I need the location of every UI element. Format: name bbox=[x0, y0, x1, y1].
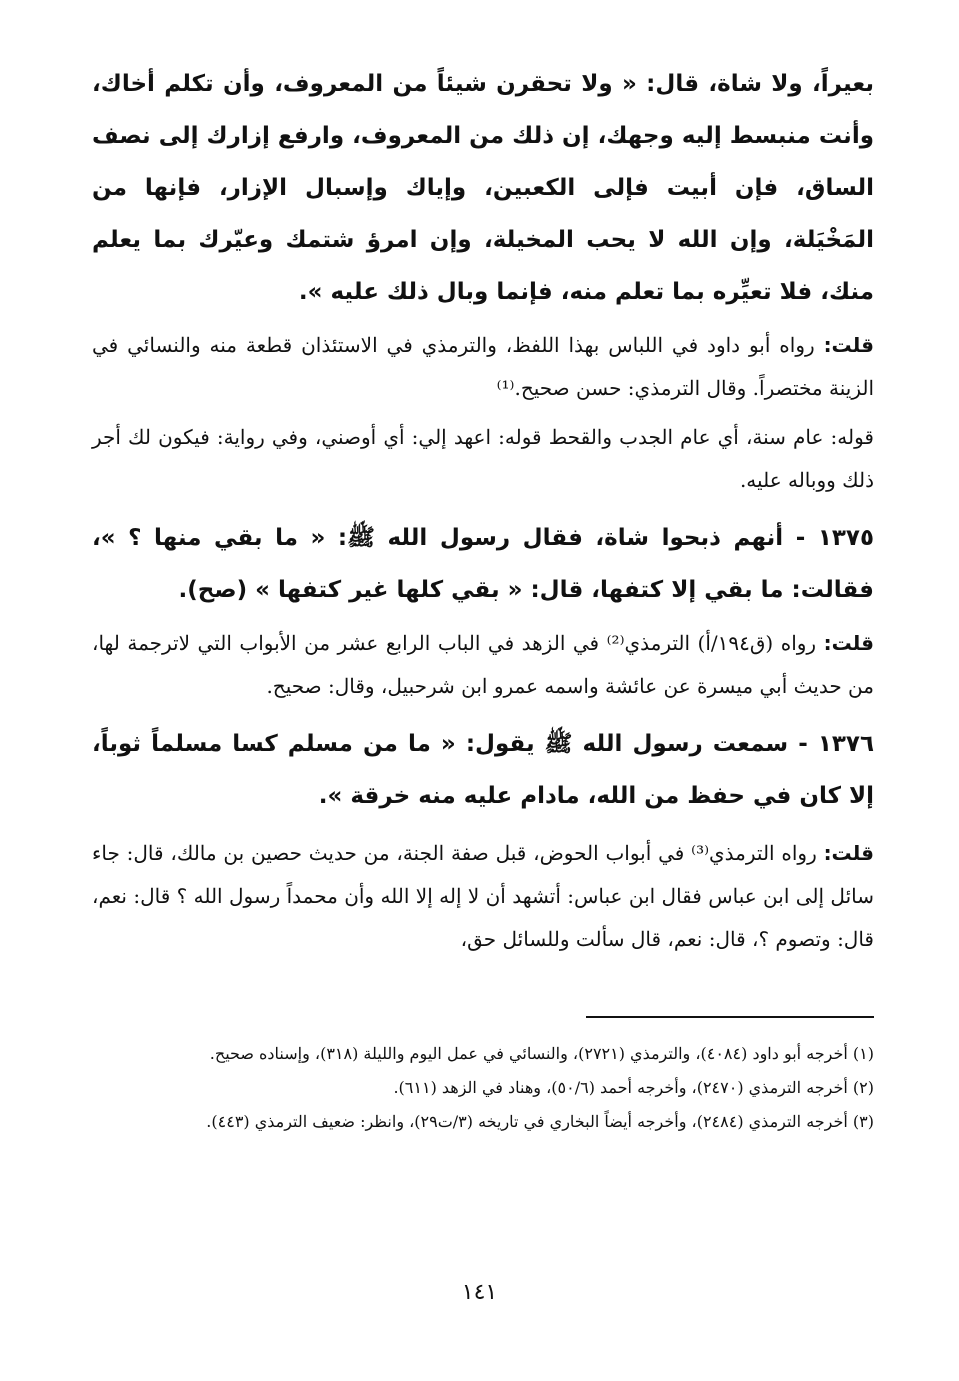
paragraph-text: قوله: عام سنة، أي عام الجدب والقحط قوله: اعهد إلي: أي أوصني، وفي رواية: فيكون لك أجر ذلك ووباله عليه. bbox=[92, 425, 874, 492]
footnotes bbox=[108, 1040, 874, 1142]
commentary-label: قلت: bbox=[823, 841, 874, 865]
footnote-2: (٢) أخرجه الترمذي (٢٤٧٠)، وأخرجه أحمد (٥٠/٦)، وهناد في الزهد (٦١١). bbox=[393, 1078, 874, 1097]
footnote-1: (١) أخرجه أبو داود (٤٠٨٤)، والترمذي (٢٧٢١)، والنسائي في عمل اليوم والليلة (٣١٨)، وإسناده صحيح. bbox=[209, 1044, 874, 1063]
commentary-paragraph bbox=[92, 832, 874, 961]
page-number: ١٤١ bbox=[461, 1280, 498, 1305]
paragraph-text: رواه الترمذي⁽³⁾ في أبواب الحوض، قبل صفة الجنة، من حديث حصين بن مالك، قال: جاء سائل إلى ابن عباس فقال ابن عباس: أتشهد أن لا إله إلا الله وأن محمداً رسول الله ؟ قال: نعم، قال: وتصوم ؟، قال: نعم، قال سألت وللسائل حق، bbox=[92, 841, 874, 951]
commentary-label: قلت: bbox=[823, 333, 874, 357]
commentary-label: قلت: bbox=[823, 631, 875, 655]
paragraph-text: بعيراً، ولا شاة، قال: « ولا تحقرن شيئاً من المعروف، وأن تكلم أخاك، وأنت منبسط إليه وجهك، إن ذلك من المعروف، وارفع إزارك إلى نصف الساق، فإن أبيت فإلى الكعبين، وإياك وإسبال الإزار، فإنها من المَخْيَلة، وإن الله لا يحب المخيلة، وإن امرؤ شتمك وعيّرك بما يعلم منك، فلا تعيِّره بما تعلم منه، فإنما وبال ذلك عليه ». bbox=[92, 71, 874, 305]
hadith-text-continued bbox=[92, 58, 874, 318]
commentary-paragraph bbox=[92, 324, 874, 410]
commentary-paragraph bbox=[92, 622, 874, 708]
paragraph-text: رواه (ق١٩٤/أ) الترمذي⁽²⁾ في الزهد في الباب الرابع عشر من الأبواب التي لاترجمة لها، من حديث أبي ميسرة عن عائشة واسمه عمرو ابن شرحبيل، وقال: صحيح. bbox=[92, 631, 874, 698]
explanation-paragraph bbox=[92, 416, 874, 502]
paragraph-text: رواه أبو داود في اللباس بهذا اللفظ، والترمذي في الاستئذان قطعة منه والنسائي في الزينة مختصراً. وقال الترمذي: حسن صحيح.⁽¹⁾ bbox=[92, 333, 874, 400]
footnote-3: (٣) أخرجه الترمذي (٢٤٨٤)، وأخرجه أيضاً البخاري في تاريخه (٣/ت٢٩)، وانظر: ضعيف الترمذي (٤٤٣). bbox=[206, 1112, 874, 1131]
hadith-1375 bbox=[92, 512, 874, 616]
hadith-1376 bbox=[92, 718, 874, 822]
main-text bbox=[92, 58, 874, 961]
paragraph-text: ١٣٧٦ - سمعت رسول الله ﷺ يقول: « ما من مسلم كسا مسلماً ثوباً، إلا كان في حفظ من الله، مادام عليه منه خرقة ». bbox=[92, 731, 874, 809]
footnote-divider bbox=[586, 1016, 874, 1018]
paragraph-text: ١٣٧٥ - أنهم ذبحوا شاة، فقال رسول الله ﷺ: « ما بقي منها ؟ »، فقالت: ما بقي إلا كتفها، قال: « بقي كلها غير كتفها » (صح). bbox=[92, 525, 874, 603]
